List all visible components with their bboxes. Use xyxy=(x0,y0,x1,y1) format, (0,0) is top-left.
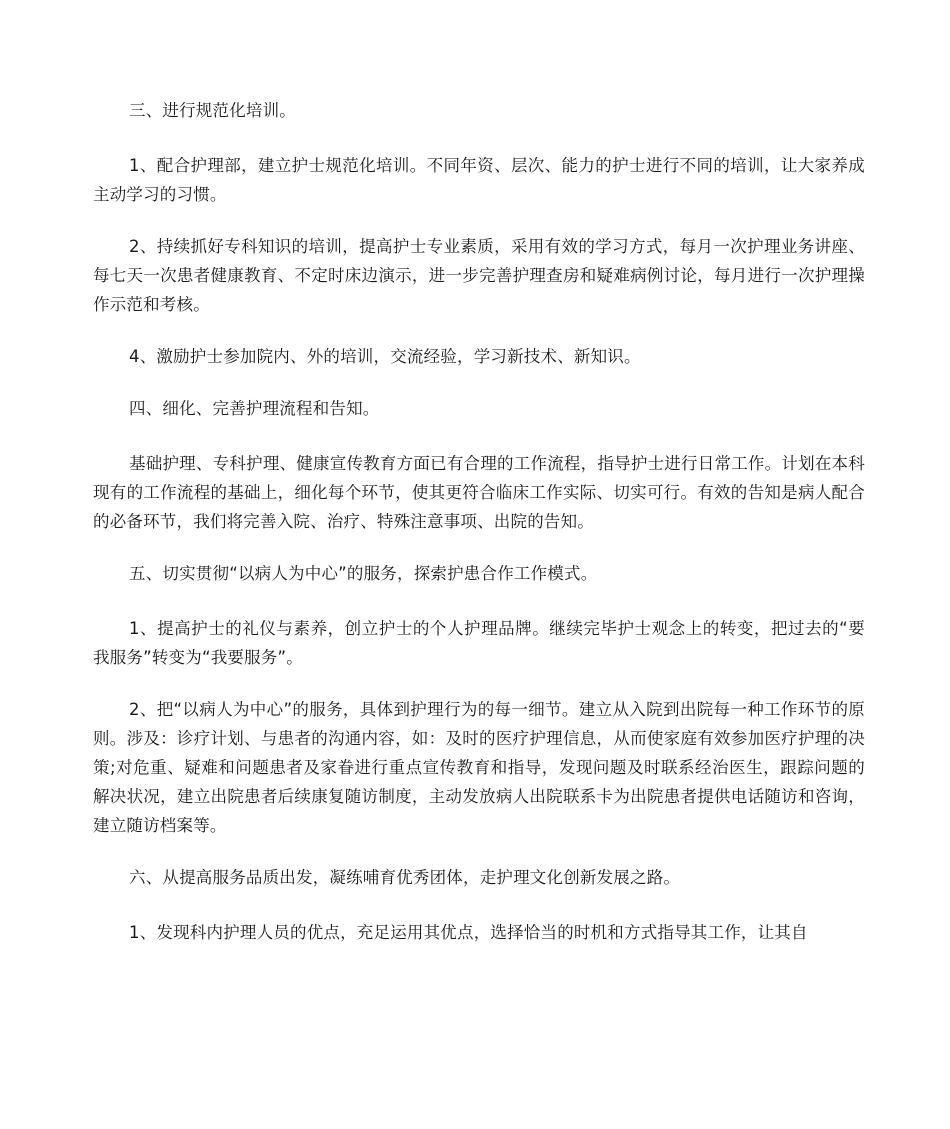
paragraph-4-body: 基础护理、专科护理、健康宣传教育方面已有合理的工作流程，指导护士进行日常工作。计划在本科现有的工作流程的基础上，细化每个环节，使其更符合临床工作实际、切实可行。有效的告知是病人配合的必备环节，我们将完善入院、治疗、特殊注意事项、出院的告知。 xyxy=(93,454,865,531)
document-page xyxy=(93,96,865,970)
section-heading-4: 四、细化、完善护理流程和告知。 xyxy=(129,399,380,418)
section-heading-6: 六、从提高服务品质出发，凝练哺育优秀团体，走护理文化创新发展之路。 xyxy=(129,868,681,887)
paragraph-6-1: 1、发现科内护理人员的优点，充足运用其优点，选择恰当的时机和方式指导其工作，让其自 xyxy=(129,923,808,942)
paragraph-5-1: 1、提高护士的礼仪与素养，创立护士的个人护理品牌。继续完毕护士观念上的转变，把过去的“要我服务”转变为“我要服务”。 xyxy=(93,619,865,667)
paragraph-5-2: 2、把“以病人为中心”的服务，具体到护理行为的每一细节。建立从入院到出院每一种工作环节的原则。涉及：诊疗计划、与患者的沟通内容，如：及时的医疗护理信息，从而使家庭有效参加医疗护理的决策;对危重、疑难和问题患者及家眷进行重点宣传教育和指导，发现问题及时联系经治医生，跟踪问题的解决状况，建立出院患者后续康复随访制度，主动发放病人出院联系卡为出院患者提供电话随访和咨询，建立随访档案等。 xyxy=(93,700,865,835)
paragraph-3-2: 2、持续抓好专科知识的培训，提高护士专业素质，采用有效的学习方式，每月一次护理业务讲座、每七天一次患者健康教育、不定时床边演示，进一步完善护理查房和疑难病例讨论，每月进行一次护理操作示范和考核。 xyxy=(93,237,865,314)
paragraph-3-1: 1、配合护理部，建立护士规范化培训。不同年资、层次、能力的护士进行不同的培训，让大家养成主动学习的习惯。 xyxy=(93,156,865,204)
section-heading-5: 五、切实贯彻“以病人为中心”的服务，探索护患合作工作模式。 xyxy=(129,564,598,583)
paragraph-3-4: 4、激励护士参加院内、外的培训，交流经验，学习新技术、新知识。 xyxy=(129,347,641,366)
section-heading-3: 三、进行规范化培训。 xyxy=(129,101,296,120)
